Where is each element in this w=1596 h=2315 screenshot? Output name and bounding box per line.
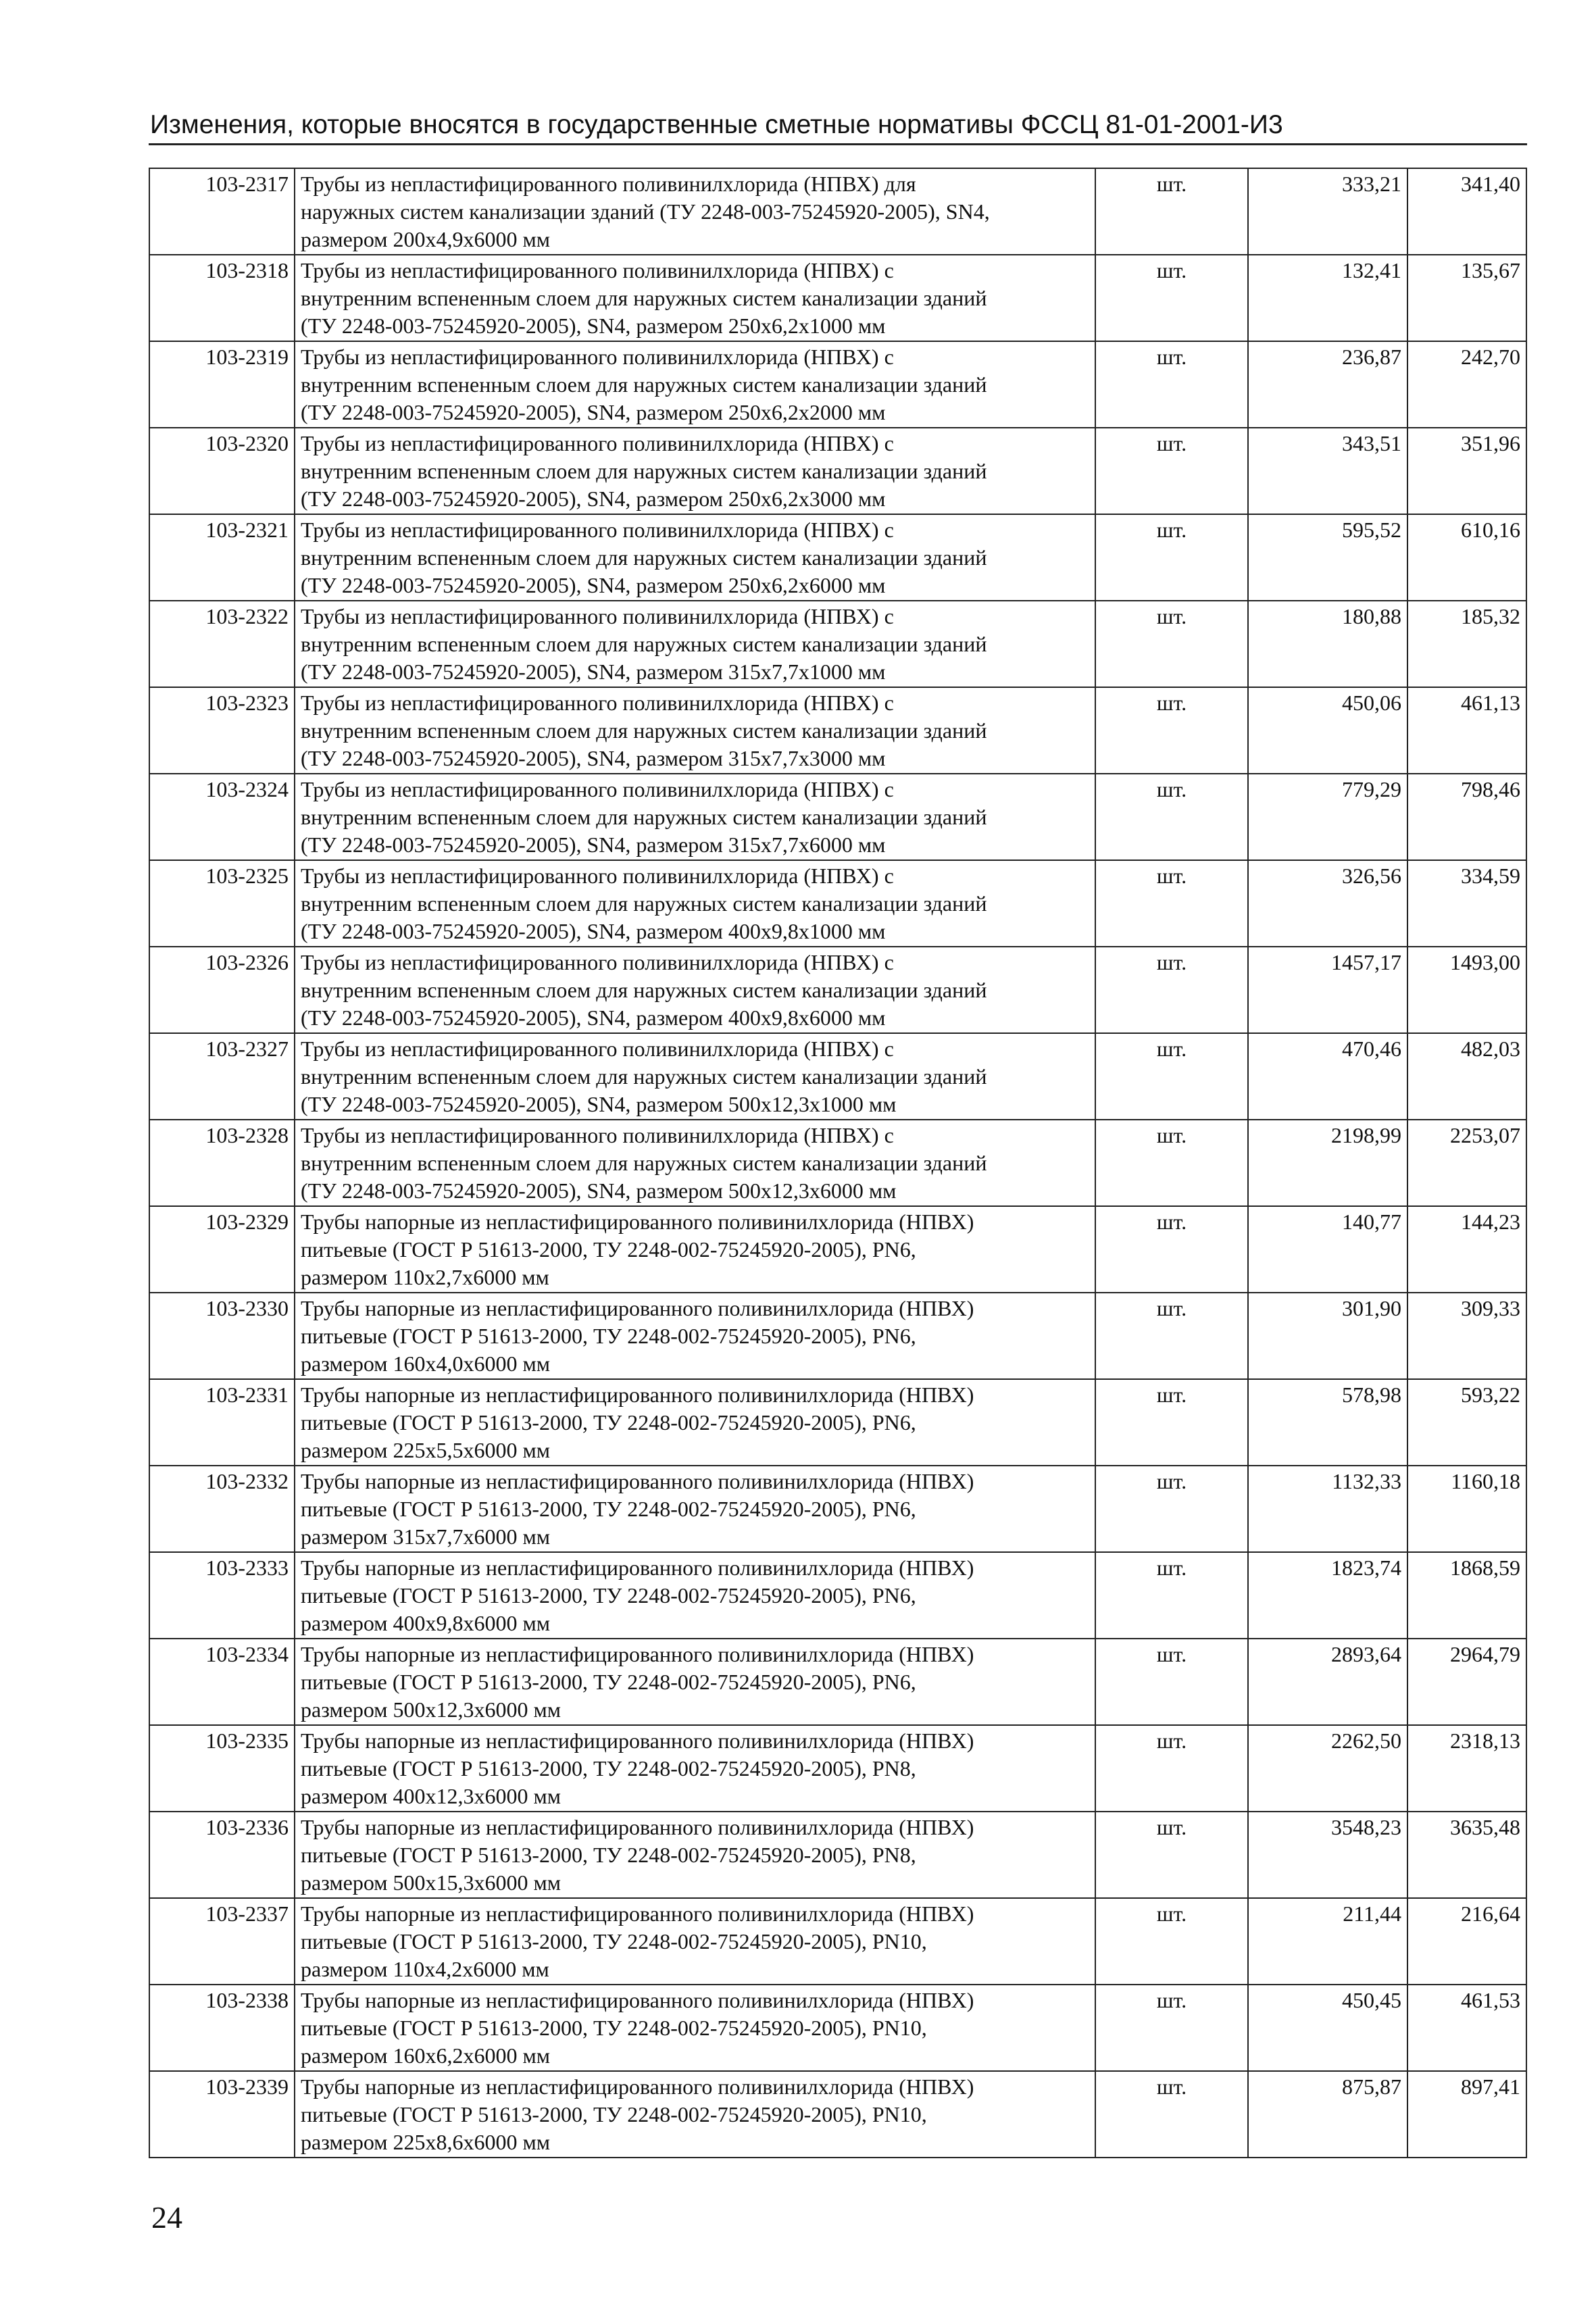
item-name-line: питьевые (ГОСТ Р 51613-2000, ТУ 2248-002-75245920-2005), PN6, [301, 1410, 916, 1435]
item-unit: шт. [1095, 428, 1248, 514]
item-price-2: 1493,00 [1407, 947, 1526, 1033]
item-price-2: 1868,59 [1407, 1552, 1526, 1639]
item-code: 103-2329 [149, 1206, 295, 1293]
item-price-1: 470,46 [1248, 1033, 1407, 1120]
item-price-2: 461,13 [1407, 687, 1526, 774]
item-unit: шт. [1095, 687, 1248, 774]
item-unit: шт. [1095, 1293, 1248, 1379]
item-name-line: размером 225x5,5x6000 мм [301, 1438, 550, 1462]
item-name [295, 428, 1095, 514]
item-price-2: 135,67 [1407, 255, 1526, 341]
item-unit: шт. [1095, 1466, 1248, 1552]
table-row [149, 1206, 1526, 1293]
item-price-2: 2318,13 [1407, 1725, 1526, 1812]
item-name-line: Трубы напорные из непластифицированного поливинилхлорида (НПВХ) [301, 1469, 974, 1493]
item-name [295, 1898, 1095, 1985]
item-name-line: внутренним вспененным слоем для наружных систем канализации зданий [301, 372, 987, 397]
item-name-line: питьевые (ГОСТ Р 51613-2000, ТУ 2248-002-75245920-2005), PN8, [301, 1756, 916, 1781]
item-name-line: Трубы из непластифицированного поливинилхлорида (НПВХ) с [301, 1037, 894, 1061]
item-code: 103-2326 [149, 947, 295, 1033]
item-name-line: внутренним вспененным слоем для наружных систем канализации зданий [301, 718, 987, 743]
item-name-line: Трубы из непластифицированного поливинилхлорида (НПВХ) с [301, 604, 894, 628]
item-name-line: питьевые (ГОСТ Р 51613-2000, ТУ 2248-002-75245920-2005), PN6, [301, 1497, 916, 1521]
item-unit: шт. [1095, 601, 1248, 687]
item-unit: шт. [1095, 1033, 1248, 1120]
item-price-2: 461,53 [1407, 1985, 1526, 2071]
item-name-line: Трубы напорные из непластифицированного поливинилхлорида (НПВХ) [301, 1815, 974, 1839]
item-unit: шт. [1095, 1120, 1248, 1206]
item-code: 103-2325 [149, 860, 295, 947]
item-code: 103-2335 [149, 1725, 295, 1812]
item-code: 103-2337 [149, 1898, 295, 1985]
item-code: 103-2331 [149, 1379, 295, 1466]
item-price-2: 185,32 [1407, 601, 1526, 687]
item-price-1: 333,21 [1248, 168, 1407, 255]
item-unit: шт. [1095, 1898, 1248, 1985]
item-unit: шт. [1095, 514, 1248, 601]
item-code: 103-2334 [149, 1639, 295, 1725]
item-name [295, 687, 1095, 774]
item-name-line: Трубы из непластифицированного поливинилхлорида (НПВХ) с [301, 345, 894, 369]
table-row [149, 1379, 1526, 1466]
item-name-line: размером 200x4,9x6000 мм [301, 227, 550, 251]
item-name-line: Трубы из непластифицированного поливинилхлорида (НПВХ) с [301, 864, 894, 888]
item-name-line: размером 400x12,3x6000 мм [301, 1784, 561, 1808]
item-name-line: (ТУ 2248-003-75245920-2005), SN4, размером 250x6,2x2000 мм [301, 400, 886, 424]
item-name [295, 1812, 1095, 1898]
table-row [149, 1639, 1526, 1725]
item-price-2: 897,41 [1407, 2071, 1526, 2158]
item-price-2: 1160,18 [1407, 1466, 1526, 1552]
item-price-1: 140,77 [1248, 1206, 1407, 1293]
table-row [149, 774, 1526, 860]
item-unit: шт. [1095, 1812, 1248, 1898]
table-row [149, 601, 1526, 687]
item-unit: шт. [1095, 860, 1248, 947]
item-price-1: 450,45 [1248, 1985, 1407, 2071]
item-name [295, 1725, 1095, 1812]
item-price-2: 610,16 [1407, 514, 1526, 601]
item-code: 103-2332 [149, 1466, 295, 1552]
item-name [295, 2071, 1095, 2158]
item-name-line: Трубы из непластифицированного поливинилхлорида (НПВХ) с [301, 518, 894, 542]
item-name [295, 1206, 1095, 1293]
table-row [149, 168, 1526, 255]
table-row [149, 255, 1526, 341]
item-name-line: размером 110x2,7x6000 мм [301, 1265, 549, 1289]
item-name [295, 1293, 1095, 1379]
item-name-line: питьевые (ГОСТ Р 51613-2000, ТУ 2248-002-75245920-2005), PN10, [301, 2016, 927, 2040]
item-name-line: внутренним вспененным слоем для наружных систем канализации зданий [301, 805, 987, 829]
item-name-line: Трубы напорные из непластифицированного поливинилхлорида (НПВХ) [301, 1901, 974, 1926]
item-name-line: Трубы напорные из непластифицированного поливинилхлорида (НПВХ) [301, 1296, 974, 1320]
item-unit: шт. [1095, 1552, 1248, 1639]
item-price-1: 343,51 [1248, 428, 1407, 514]
item-unit: шт. [1095, 774, 1248, 860]
item-code: 103-2318 [149, 255, 295, 341]
table-row [149, 2071, 1526, 2158]
item-name-line: Трубы напорные из непластифицированного поливинилхлорида (НПВХ) [301, 1988, 974, 2012]
item-name-line: размером 225x8,6x6000 мм [301, 2130, 550, 2154]
item-price-1: 1457,17 [1248, 947, 1407, 1033]
item-name-line: питьевые (ГОСТ Р 51613-2000, ТУ 2248-002-75245920-2005), PN6, [301, 1583, 916, 1608]
item-name-line: внутренним вспененным слоем для наружных систем канализации зданий [301, 891, 987, 916]
item-name-line: Трубы напорные из непластифицированного поливинилхлорида (НПВХ) [301, 1728, 974, 1753]
table-row [149, 1552, 1526, 1639]
item-name [295, 947, 1095, 1033]
item-price-1: 1823,74 [1248, 1552, 1407, 1639]
item-name-line: внутренним вспененным слоем для наружных систем канализации зданий [301, 1151, 987, 1175]
item-code: 103-2323 [149, 687, 295, 774]
item-code: 103-2319 [149, 341, 295, 428]
item-name-line: (ТУ 2248-003-75245920-2005), SN4, размером 400x9,8x6000 мм [301, 1005, 886, 1030]
item-unit: шт. [1095, 2071, 1248, 2158]
item-name-line: (ТУ 2248-003-75245920-2005), SN4, размером 500x12,3x6000 мм [301, 1178, 897, 1203]
item-name-line: внутренним вспененным слоем для наружных систем канализации зданий [301, 545, 987, 570]
item-name-line: питьевые (ГОСТ Р 51613-2000, ТУ 2248-002-75245920-2005), PN6, [301, 1670, 916, 1694]
item-name-line: (ТУ 2248-003-75245920-2005), SN4, размером 250x6,2x6000 мм [301, 573, 886, 597]
item-code: 103-2322 [149, 601, 295, 687]
item-unit: шт. [1095, 1985, 1248, 2071]
item-name-line: Трубы напорные из непластифицированного поливинилхлорида (НПВХ) [301, 1642, 974, 1666]
item-code: 103-2328 [149, 1120, 295, 1206]
table-row [149, 860, 1526, 947]
table-row [149, 1812, 1526, 1898]
item-name-line: питьевые (ГОСТ Р 51613-2000, ТУ 2248-002-75245920-2005), PN8, [301, 1843, 916, 1867]
table-row [149, 947, 1526, 1033]
item-code: 103-2324 [149, 774, 295, 860]
item-name-line: внутренним вспененным слоем для наружных систем канализации зданий [301, 1064, 987, 1089]
item-name-line: размером 160x6,2x6000 мм [301, 2043, 550, 2068]
item-name-line: Трубы из непластифицированного поливинилхлорида (НПВХ) с [301, 1123, 894, 1147]
table-row [149, 1985, 1526, 2071]
item-code: 103-2338 [149, 1985, 295, 2071]
table-row [149, 1033, 1526, 1120]
item-price-1: 132,41 [1248, 255, 1407, 341]
item-price-1: 450,06 [1248, 687, 1407, 774]
item-name-line: размером 315x7,7x6000 мм [301, 1524, 550, 1549]
item-price-1: 779,29 [1248, 774, 1407, 860]
table-row [149, 1293, 1526, 1379]
item-name-line: наружных систем канализации зданий (ТУ 2248-003-75245920-2005), SN4, [301, 199, 990, 224]
item-code: 103-2327 [149, 1033, 295, 1120]
item-unit: шт. [1095, 947, 1248, 1033]
item-price-2: 144,23 [1407, 1206, 1526, 1293]
item-price-1: 578,98 [1248, 1379, 1407, 1466]
item-price-2: 593,22 [1407, 1379, 1526, 1466]
item-price-1: 2262,50 [1248, 1725, 1407, 1812]
item-name [295, 514, 1095, 601]
item-code: 103-2333 [149, 1552, 295, 1639]
item-price-2: 309,33 [1407, 1293, 1526, 1379]
item-name [295, 1379, 1095, 1466]
page-header: Изменения, которые вносятся в государственные сметные нормативы ФССЦ 81-01-2001-И3 [150, 110, 1283, 139]
item-name-line: (ТУ 2248-003-75245920-2005), SN4, размером 250x6,2x1000 мм [301, 314, 886, 338]
item-code: 103-2320 [149, 428, 295, 514]
item-name-line: (ТУ 2248-003-75245920-2005), SN4, размером 315x7,7x6000 мм [301, 832, 886, 857]
item-price-1: 3548,23 [1248, 1812, 1407, 1898]
item-unit: шт. [1095, 1639, 1248, 1725]
item-code: 103-2317 [149, 168, 295, 255]
item-name-line: Трубы напорные из непластифицированного поливинилхлорида (НПВХ) [301, 2074, 974, 2099]
item-price-1: 180,88 [1248, 601, 1407, 687]
item-unit: шт. [1095, 1725, 1248, 1812]
item-name-line: (ТУ 2248-003-75245920-2005), SN4, размером 500x12,3x1000 мм [301, 1092, 897, 1116]
item-name [295, 255, 1095, 341]
item-price-1: 595,52 [1248, 514, 1407, 601]
item-name-line: внутренним вспененным слоем для наружных систем канализации зданий [301, 286, 987, 310]
item-name [295, 341, 1095, 428]
item-name-line: размером 400x9,8x6000 мм [301, 1611, 550, 1635]
item-name-line: Трубы из непластифицированного поливинилхлорида (НПВХ) с [301, 691, 894, 715]
item-name-line: Трубы напорные из непластифицированного поливинилхлорида (НПВХ) [301, 1210, 974, 1234]
item-name-line: внутренним вспененным слоем для наружных систем канализации зданий [301, 632, 987, 656]
item-price-2: 798,46 [1407, 774, 1526, 860]
table-row [149, 341, 1526, 428]
item-name [295, 1466, 1095, 1552]
item-price-1: 236,87 [1248, 341, 1407, 428]
item-price-1: 326,56 [1248, 860, 1407, 947]
item-name [295, 601, 1095, 687]
item-price-2: 3635,48 [1407, 1812, 1526, 1898]
item-name [295, 1033, 1095, 1120]
table-row [149, 428, 1526, 514]
item-unit: шт. [1095, 1206, 1248, 1293]
table-row [149, 514, 1526, 601]
item-name [295, 860, 1095, 947]
item-price-2: 334,59 [1407, 860, 1526, 947]
item-price-1: 1132,33 [1248, 1466, 1407, 1552]
item-price-2: 242,70 [1407, 341, 1526, 428]
item-name-line: размером 160x4,0x6000 мм [301, 1351, 550, 1376]
item-name [295, 774, 1095, 860]
item-name-line: питьевые (ГОСТ Р 51613-2000, ТУ 2248-002-75245920-2005), PN6, [301, 1237, 916, 1262]
item-name-line: размером 500x12,3x6000 мм [301, 1697, 561, 1722]
item-name-line: питьевые (ГОСТ Р 51613-2000, ТУ 2248-002-75245920-2005), PN10, [301, 1929, 927, 1953]
item-name-line: Трубы из непластифицированного поливинилхлорида (НПВХ) с [301, 258, 894, 282]
item-name-line: размером 500x15,3x6000 мм [301, 1870, 561, 1895]
item-code: 103-2321 [149, 514, 295, 601]
item-price-2: 216,64 [1407, 1898, 1526, 1985]
item-name-line: Трубы напорные из непластифицированного поливинилхлорида (НПВХ) [301, 1555, 974, 1580]
price-table [149, 168, 1527, 2158]
item-name [295, 1985, 1095, 2071]
item-name-line: Трубы из непластифицированного поливинилхлорида (НПВХ) с [301, 950, 894, 974]
item-name-line: (ТУ 2248-003-75245920-2005), SN4, размером 250x6,2x3000 мм [301, 487, 886, 511]
item-name-line: Трубы из непластифицированного поливинилхлорида (НПВХ) с [301, 431, 894, 455]
table-row [149, 1898, 1526, 1985]
item-name-line: Трубы из непластифицированного поливинилхлорида (НПВХ) для [301, 172, 916, 196]
item-name-line: внутренним вспененным слоем для наружных систем канализации зданий [301, 978, 987, 1002]
item-price-2: 2964,79 [1407, 1639, 1526, 1725]
item-price-2: 351,96 [1407, 428, 1526, 514]
item-name [295, 1552, 1095, 1639]
item-price-1: 2893,64 [1248, 1639, 1407, 1725]
item-name-line: Трубы из непластифицированного поливинилхлорида (НПВХ) с [301, 777, 894, 801]
item-name-line: Трубы напорные из непластифицированного поливинилхлорида (НПВХ) [301, 1383, 974, 1407]
item-name-line: (ТУ 2248-003-75245920-2005), SN4, размером 315x7,7x3000 мм [301, 746, 886, 770]
item-name-line: размером 110x4,2x6000 мм [301, 1957, 549, 1981]
item-unit: шт. [1095, 168, 1248, 255]
item-price-1: 2198,99 [1248, 1120, 1407, 1206]
item-code: 103-2336 [149, 1812, 295, 1898]
item-name-line: питьевые (ГОСТ Р 51613-2000, ТУ 2248-002-75245920-2005), PN10, [301, 2102, 927, 2126]
price-table-body [149, 168, 1526, 2158]
item-name [295, 1639, 1095, 1725]
header-rule [149, 143, 1527, 145]
table-row [149, 687, 1526, 774]
item-code: 103-2330 [149, 1293, 295, 1379]
item-name [295, 168, 1095, 255]
table-row [149, 1466, 1526, 1552]
item-price-1: 875,87 [1248, 2071, 1407, 2158]
page-number: 24 [151, 2200, 182, 2235]
item-unit: шт. [1095, 255, 1248, 341]
item-price-2: 2253,07 [1407, 1120, 1526, 1206]
item-price-1: 301,90 [1248, 1293, 1407, 1379]
table-row [149, 1120, 1526, 1206]
item-name-line: питьевые (ГОСТ Р 51613-2000, ТУ 2248-002-75245920-2005), PN6, [301, 1324, 916, 1348]
item-name-line: (ТУ 2248-003-75245920-2005), SN4, размером 315x7,7x1000 мм [301, 659, 886, 684]
item-price-2: 482,03 [1407, 1033, 1526, 1120]
item-unit: шт. [1095, 1379, 1248, 1466]
item-code: 103-2339 [149, 2071, 295, 2158]
table-row [149, 1725, 1526, 1812]
item-name [295, 1120, 1095, 1206]
item-name-line: (ТУ 2248-003-75245920-2005), SN4, размером 400x9,8x1000 мм [301, 919, 886, 943]
item-unit: шт. [1095, 341, 1248, 428]
item-price-2: 341,40 [1407, 168, 1526, 255]
item-price-1: 211,44 [1248, 1898, 1407, 1985]
item-name-line: внутренним вспененным слоем для наружных систем канализации зданий [301, 459, 987, 483]
